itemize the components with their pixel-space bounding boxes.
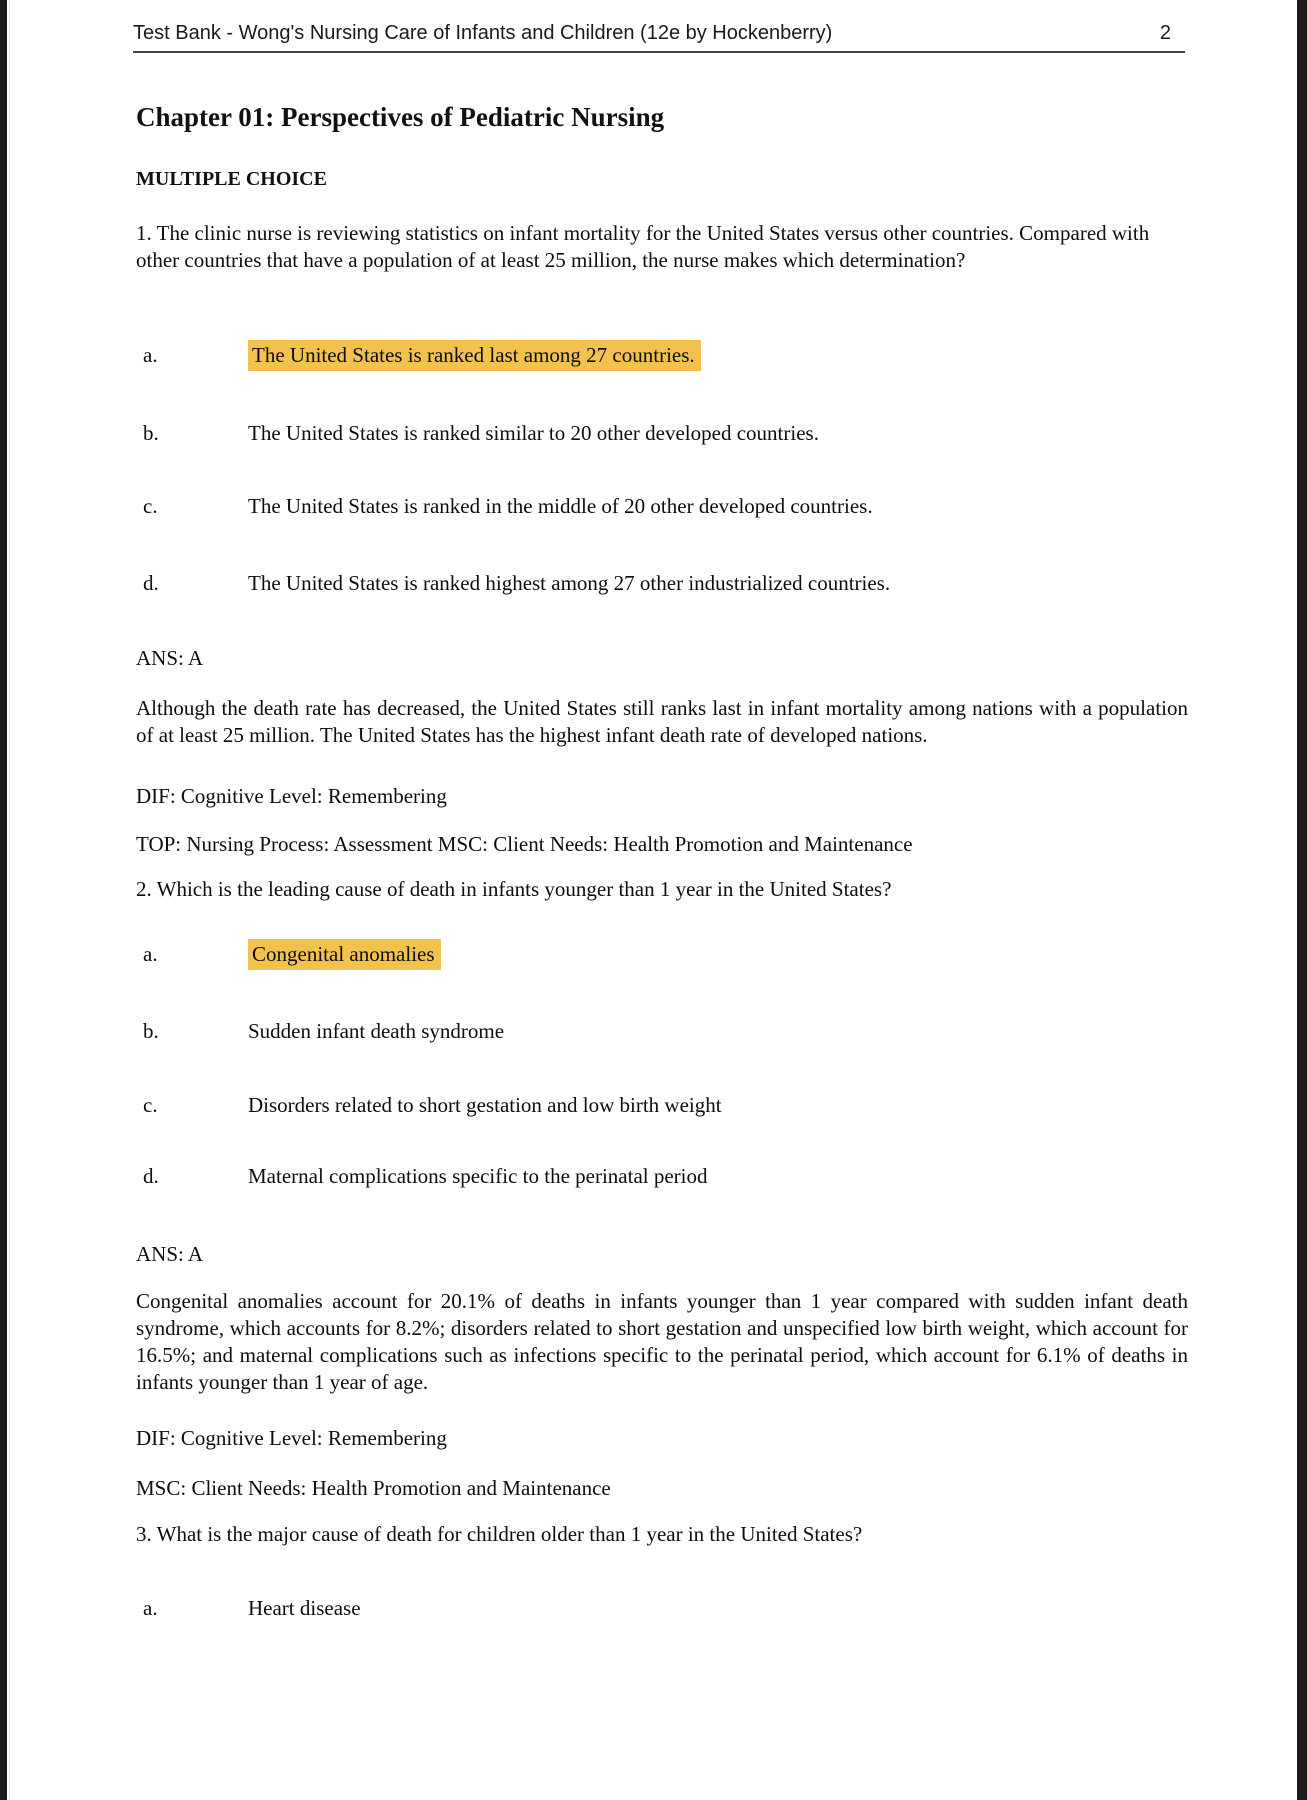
header-title: Test Bank - Wong's Nursing Care of Infants and Children (12e by Hockenberry)	[133, 22, 833, 44]
viewer-left-edge	[0, 0, 7, 1800]
question-2-answer-line: ANS: A	[136, 1242, 204, 1266]
section-heading: MULTIPLE CHOICE	[136, 168, 327, 190]
option-label: d.	[143, 571, 159, 595]
question-1-text: 1. The clinic nurse is reviewing statistics on infant mortality for the United States versus other countries. Compared with other countries that have a population of at least 25 million, the nurse makes which determination?	[136, 221, 1150, 272]
question-1-top-msc-line: TOP: Nursing Process: Assessment MSC: Client Needs: Health Promotion and Maintenance	[136, 832, 913, 856]
question-2-rationale: Congenital anomalies account for 20.1% of deaths in infants younger than 1 year compared with sudden infant death syndrome, which accounts for 8.2%; disorders related to short gestation and unspecified low birth weight, which account for 16.5%; and maternal complications such as infections specific to the perinatal period, which account for 6.1% of deaths in infants younger than 1 year of age.	[136, 1289, 1188, 1394]
option-label: b.	[143, 1019, 159, 1043]
option-label: b.	[143, 421, 159, 445]
option-label: a.	[143, 942, 158, 966]
question-1-option-c	[136, 493, 1188, 520]
question-2-text: 2. Which is the leading cause of death in infants younger than 1 year in the United States?	[136, 877, 892, 901]
option-label: c.	[143, 1093, 158, 1117]
highlighted-option-text: The United States is ranked last among 27 countries.	[248, 340, 701, 371]
option-text: Sudden infant death syndrome	[248, 1019, 505, 1043]
question-3-text: 3. What is the major cause of death for children older than 1 year in the United States?	[136, 1522, 863, 1546]
question-1-option-b	[136, 420, 1188, 447]
option-text: Heart disease	[248, 1596, 361, 1620]
question-2-option-a	[136, 941, 1188, 968]
question-2-option-d	[136, 1163, 1188, 1190]
option-text-wrap	[248, 941, 1188, 968]
page-number: 2	[1159, 22, 1171, 44]
option-text: The United States is ranked similar to 20 other developed countries.	[248, 421, 819, 445]
question-2-msc-line: MSC: Client Needs: Health Promotion and Maintenance	[136, 1476, 611, 1500]
question-1-rationale: Although the death rate has decreased, the United States still ranks last in infant mortality among nations with a population of at least 25 million. The United States has the highest infant death rate of developed nations.	[136, 696, 1188, 747]
page-edge-shadow	[9, 0, 10, 1800]
question-1-answer-line: ANS: A	[136, 646, 204, 670]
question-1-dif-line: DIF: Cognitive Level: Remembering	[136, 784, 447, 808]
option-text: Disorders related to short gestation and low birth weight	[248, 1093, 722, 1117]
question-3-option-a	[136, 1595, 1188, 1622]
question-2-dif-line: DIF: Cognitive Level: Remembering	[136, 1426, 447, 1450]
option-label: a.	[143, 1596, 158, 1620]
option-text: The United States is ranked in the middle of 20 other developed countries.	[248, 494, 873, 518]
chapter-title: Chapter 01: Perspectives of Pediatric Nursing	[136, 102, 665, 132]
option-text: Maternal complications specific to the perinatal period	[248, 1164, 708, 1188]
viewer-right-edge	[1297, 0, 1307, 1800]
option-text-wrap	[248, 342, 1188, 369]
question-2-option-b	[136, 1018, 1188, 1045]
option-label: d.	[143, 1164, 159, 1188]
question-1-option-d	[136, 570, 1188, 597]
option-text: The United States is ranked highest among 27 other industrialized countries.	[248, 571, 891, 595]
page-header	[133, 22, 1185, 53]
question-2-option-c	[136, 1092, 1188, 1119]
option-label: a.	[143, 343, 158, 367]
highlighted-option-text: Congenital anomalies	[248, 939, 441, 970]
question-1-option-a	[136, 342, 1188, 369]
option-label: c.	[143, 494, 158, 518]
